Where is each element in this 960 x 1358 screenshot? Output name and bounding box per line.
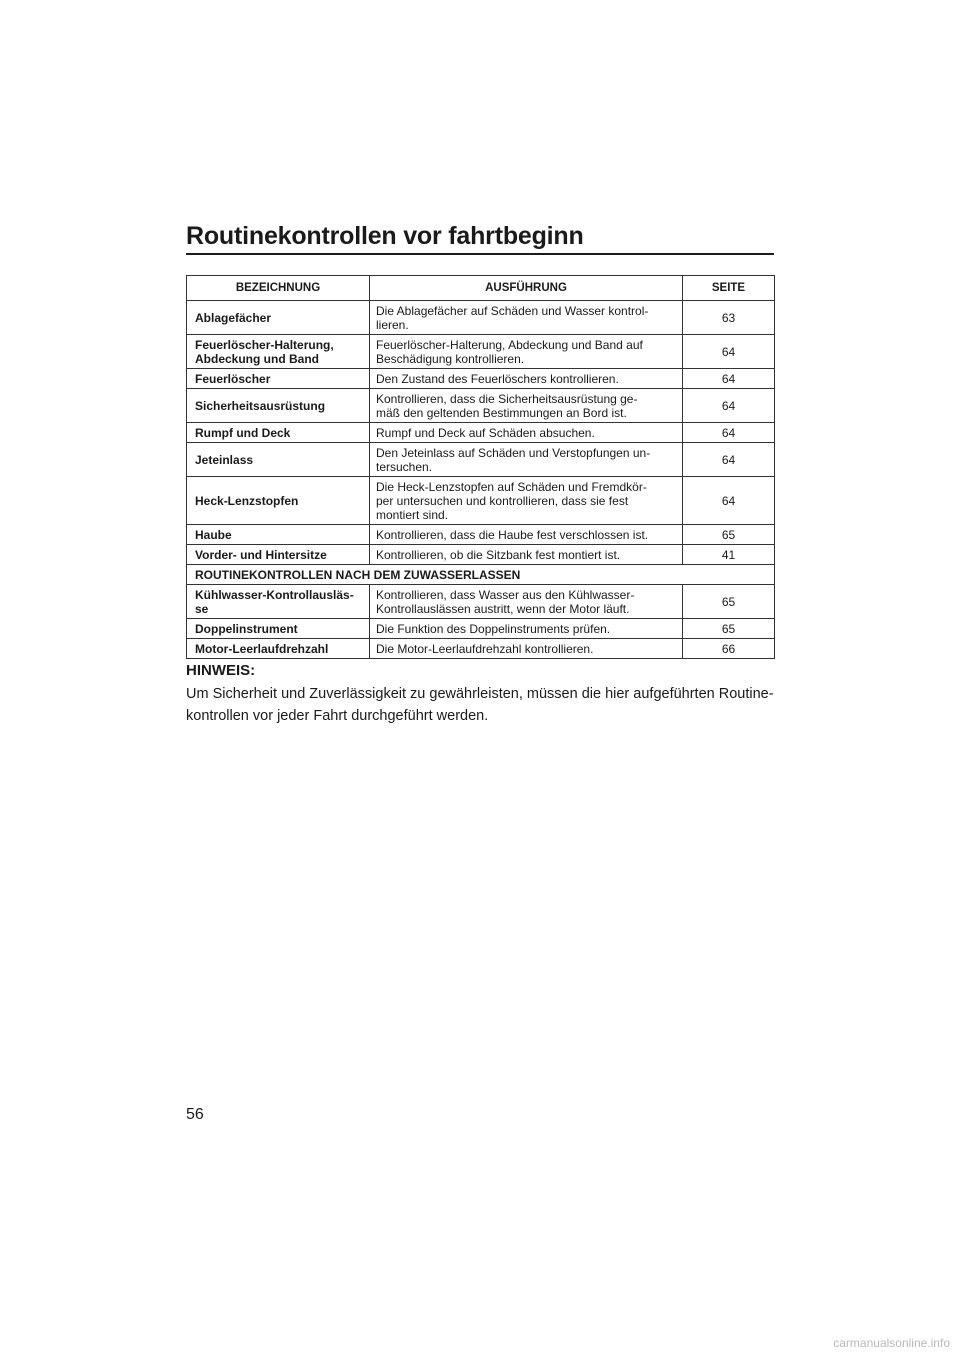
note-text: Um Sicherheit und Zuverlässigkeit zu gewährleisten, müssen die hier aufgeführten Routine-kontrollen vor jeder Fahrt durchgeführt werden. <box>186 686 774 724</box>
page-number: 56 <box>186 1106 204 1123</box>
table-row <box>187 301 775 335</box>
row-page: 65 <box>683 585 775 619</box>
row-name: Sicherheitsausrüstung <box>187 389 370 423</box>
table-row <box>187 525 775 545</box>
table-row <box>187 585 775 619</box>
row-action: Kontrollieren, dass die Sicherheitsausrüstung ge- mäß den geltenden Bestimmungen an Bord ist. <box>370 389 683 423</box>
row-page: 64 <box>683 335 775 369</box>
row-name: Heck-Lenzstopfen <box>187 477 370 525</box>
row-name: Rumpf und Deck <box>187 423 370 443</box>
row-name: Kühlwasser-Kontrollausläs- se <box>187 585 370 619</box>
table-section-row <box>187 565 775 585</box>
row-page: 64 <box>683 443 775 477</box>
table-row <box>187 423 775 443</box>
row-name: Doppelinstrument <box>187 619 370 639</box>
row-name: Haube <box>187 525 370 545</box>
row-page: 66 <box>683 639 775 659</box>
title-underline <box>186 253 774 255</box>
row-action: Den Zustand des Feuerlöschers kontrollieren. <box>370 369 683 389</box>
table-row <box>187 443 775 477</box>
header-page: SEITE <box>683 276 775 301</box>
table-row <box>187 389 775 423</box>
row-action: Rumpf und Deck auf Schäden absuchen. <box>370 423 683 443</box>
header-action: AUSFÜHRUNG <box>370 276 683 301</box>
row-action: Die Motor-Leerlaufdrehzahl kontrollieren. <box>370 639 683 659</box>
page-title: Routinekontrollen vor fahrtbeginn <box>186 222 584 250</box>
row-action: Den Jeteinlass auf Schäden und Verstopfungen un- tersuchen. <box>370 443 683 477</box>
row-page: 64 <box>683 389 775 423</box>
row-name: Motor-Leerlaufdrehzahl <box>187 639 370 659</box>
row-page: 65 <box>683 525 775 545</box>
row-name: Jeteinlass <box>187 443 370 477</box>
section-title: ROUTINEKONTROLLEN NACH DEM ZUWASSERLASSEN <box>187 565 775 585</box>
row-page: 65 <box>683 619 775 639</box>
row-page: 63 <box>683 301 775 335</box>
table-row <box>187 369 775 389</box>
row-page: 64 <box>683 477 775 525</box>
row-page: 64 <box>683 369 775 389</box>
table-header-row <box>187 276 775 301</box>
header-name: BEZEICHNUNG <box>187 276 370 301</box>
table-row <box>187 639 775 659</box>
row-action: Kontrollieren, ob die Sitzbank fest montiert ist. <box>370 545 683 565</box>
row-page: 41 <box>683 545 775 565</box>
table-row <box>187 335 775 369</box>
row-action: Kontrollieren, dass Wasser aus den Kühlwasser- Kontrollauslässen austritt, wenn der Motor läuft. <box>370 585 683 619</box>
row-name: Feuerlöscher <box>187 369 370 389</box>
row-action: Die Funktion des Doppelinstruments prüfen. <box>370 619 683 639</box>
table-row <box>187 545 775 565</box>
row-name: Vorder- und Hintersitze <box>187 545 370 565</box>
row-name: Feuerlöscher-Halterung, Abdeckung und Band <box>187 335 370 369</box>
row-page: 64 <box>683 423 775 443</box>
watermark: carmanualsonline.info <box>833 1336 950 1350</box>
row-action: Feuerlöscher-Halterung, Abdeckung und Band auf Beschädigung kontrollieren. <box>370 335 683 369</box>
row-action: Kontrollieren, dass die Haube fest verschlossen ist. <box>370 525 683 545</box>
note-title: HINWEIS: <box>186 662 256 679</box>
row-action: Die Heck-Lenzstopfen auf Schäden und Fremdkör- per untersuchen und kontrollieren, dass sie fest montiert sind. <box>370 477 683 525</box>
row-action: Die Ablagefächer auf Schäden und Wasser kontrol- lieren. <box>370 301 683 335</box>
table-row <box>187 477 775 525</box>
table-row <box>187 619 775 639</box>
row-name: Ablagefächer <box>187 301 370 335</box>
check-table <box>186 275 775 659</box>
